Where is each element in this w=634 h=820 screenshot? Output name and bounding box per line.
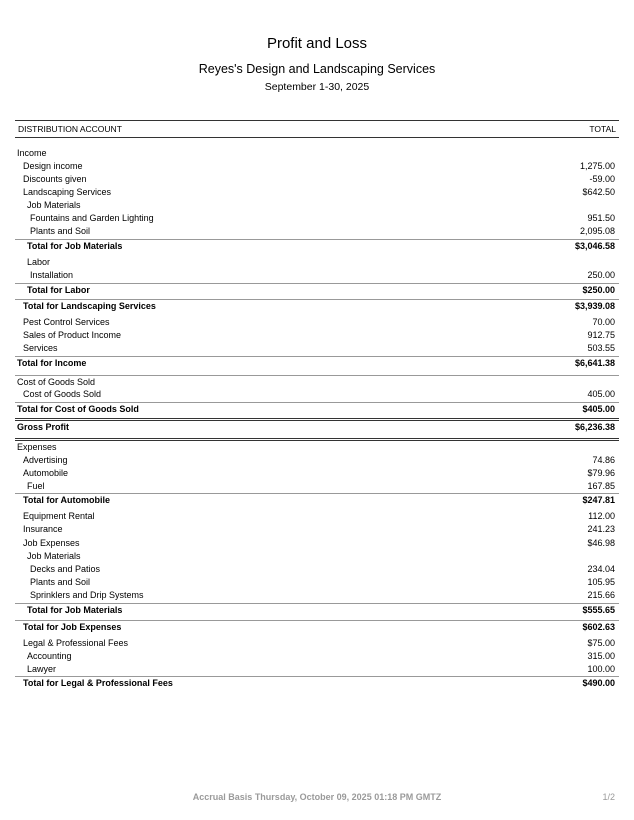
report-title: Profit and Loss (266, 35, 368, 52)
total-row (15, 283, 619, 297)
row-label: Services (23, 343, 58, 353)
section-heading-row (15, 438, 619, 454)
row-label: Legal & Professional Fees (23, 638, 129, 648)
row-label: Fountains and Garden Lighting (30, 213, 154, 223)
total-row (15, 493, 619, 507)
row-label: Equipment Rental (23, 511, 95, 521)
total-row (15, 239, 619, 253)
row-label: Total for Landscaping Services (23, 301, 156, 311)
row-label: Automobile (23, 468, 69, 478)
report-period: September 1-30, 2025 (264, 81, 370, 93)
column-header (15, 120, 619, 138)
row-value: 234.04 (587, 564, 615, 574)
page-indicator: 1/2 (602, 792, 615, 802)
account-column-header: DISTRIBUTION ACCOUNT (18, 124, 122, 134)
row-label: Pest Control Services (23, 317, 110, 327)
row-value: $3,046.58 (574, 241, 615, 251)
row-value: $3,939.08 (574, 301, 615, 311)
row-value: $250.00 (582, 285, 615, 295)
row-label: Plants and Soil (30, 226, 91, 236)
section-heading-row (15, 375, 619, 389)
row-label: Advertising (23, 455, 68, 465)
account-row (15, 480, 619, 493)
row-label: Sprinklers and Drip Systems (30, 590, 144, 600)
row-label: Total for Job Expenses (23, 622, 122, 632)
company-name: Reyes's Design and Landscaping Services (198, 62, 436, 76)
row-label: Total for Income (17, 358, 87, 368)
row-label: Total for Job Materials (27, 241, 123, 251)
total-row (15, 402, 619, 416)
row-value: 74.86 (592, 455, 615, 465)
row-value: 105.95 (587, 577, 615, 587)
row-label: Total for Cost of Goods Sold (17, 404, 139, 414)
row-value: $6,236.38 (574, 422, 615, 432)
row-value: $79.96 (587, 468, 615, 478)
account-row (15, 173, 619, 186)
row-label: Installation (30, 270, 74, 280)
row-value: $642.50 (582, 187, 615, 197)
account-row (15, 637, 619, 650)
row-value: $602.63 (582, 622, 615, 632)
section-heading-row (15, 199, 619, 212)
footer-basis: Accrual Basis Thursday, October 09, 2025 01:18 PM GMTZ (192, 792, 442, 802)
account-row (15, 269, 619, 282)
total-column-header: TOTAL (589, 124, 616, 134)
row-label: Decks and Patios (30, 564, 101, 574)
row-label: Discounts given (23, 174, 87, 184)
row-value: 315.00 (587, 651, 615, 661)
total-row (15, 299, 619, 313)
row-value: $46.98 (587, 538, 615, 548)
account-row (15, 589, 619, 602)
row-value: $247.81 (582, 495, 615, 505)
account-row (15, 650, 619, 663)
total-row (15, 676, 619, 690)
section-heading-row (15, 256, 619, 269)
row-label: Total for Legal & Professional Fees (23, 678, 173, 688)
row-label: Job Materials (27, 551, 81, 561)
row-value: 2,095.08 (579, 226, 615, 236)
row-label: Cost of Goods Sold (23, 389, 102, 399)
row-label: Accounting (27, 651, 72, 661)
row-value: $490.00 (582, 678, 615, 688)
row-value: 405.00 (587, 389, 615, 399)
row-value: 951.50 (587, 213, 615, 223)
account-row (15, 523, 619, 536)
account-row (15, 454, 619, 467)
row-value: $6,641.38 (574, 358, 615, 368)
row-label: Fuel (27, 481, 45, 491)
row-label: Design income (23, 161, 83, 171)
total-row (15, 603, 619, 617)
total-row (15, 356, 619, 370)
row-label: Cost of Goods Sold (17, 377, 96, 387)
row-value: 1,275.00 (579, 161, 615, 171)
row-label: Gross Profit (17, 422, 70, 432)
row-label: Job Expenses (23, 538, 80, 548)
account-row (15, 225, 619, 238)
account-row (15, 510, 619, 523)
row-label: Labor (27, 257, 51, 267)
row-label: Lawyer (27, 664, 57, 674)
account-row (15, 663, 619, 676)
row-label: Job Materials (27, 200, 81, 210)
section-heading-row (15, 550, 619, 563)
row-value: $75.00 (587, 638, 615, 648)
row-label: Income (17, 148, 47, 158)
row-value: 912.75 (587, 330, 615, 340)
account-row (15, 329, 619, 342)
account-row (15, 537, 619, 550)
account-row (15, 212, 619, 225)
account-row (15, 467, 619, 480)
row-label: Landscaping Services (23, 187, 112, 197)
row-value: $405.00 (582, 404, 615, 414)
row-value: 215.66 (587, 590, 615, 600)
account-row (15, 186, 619, 199)
row-value: 70.00 (592, 317, 615, 327)
account-row (15, 563, 619, 576)
row-value: 167.85 (587, 481, 615, 491)
account-row (15, 388, 619, 401)
account-row (15, 576, 619, 589)
account-row (15, 342, 619, 355)
row-value: 241.23 (587, 524, 615, 534)
account-row (15, 316, 619, 329)
section-heading-row (15, 147, 619, 160)
row-value: 503.55 (587, 343, 615, 353)
row-label: Total for Job Materials (27, 605, 123, 615)
total-row (15, 620, 619, 634)
account-row (15, 160, 619, 173)
row-label: Sales of Product Income (23, 330, 122, 340)
row-value: 100.00 (587, 664, 615, 674)
row-value: 112.00 (588, 511, 615, 521)
row-label: Insurance (23, 524, 63, 534)
row-value: 250.00 (587, 270, 615, 280)
row-value: -59.00 (589, 174, 615, 184)
row-label: Total for Labor (27, 285, 90, 295)
row-label: Expenses (17, 442, 57, 452)
row-value: $555.65 (582, 605, 615, 615)
total-row (15, 418, 619, 434)
row-label: Total for Automobile (23, 495, 110, 505)
row-label: Plants and Soil (30, 577, 91, 587)
